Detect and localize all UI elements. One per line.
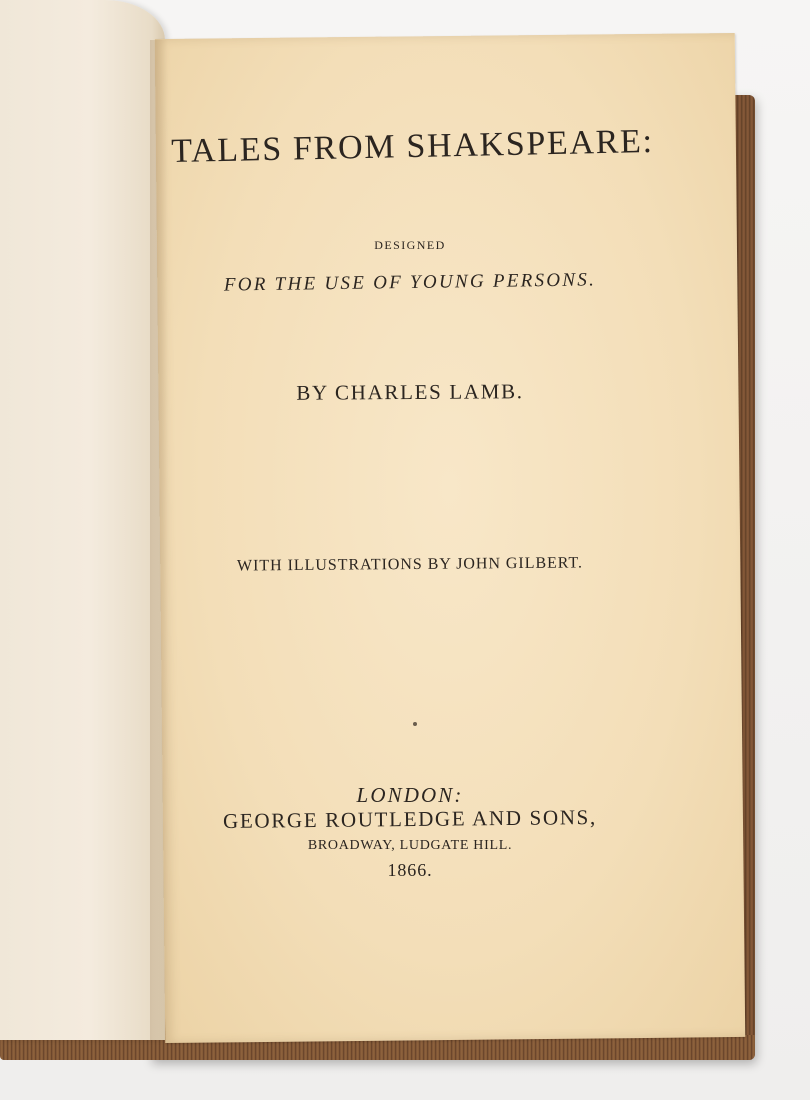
imprint-address: BROADWAY, LUDGATE HILL. [307, 838, 513, 853]
illustrations-line: WITH ILLUSTRATIONS BY JOHN GILBERT. [236, 554, 584, 575]
book-title: TALES FROM SHAKSPEARE: [170, 122, 655, 171]
imprint-publisher: GEORGE ROUTLEDGE AND SONS, [222, 805, 598, 833]
imprint-year: 1866. [387, 860, 433, 880]
imprint-city: LONDON: [356, 783, 464, 807]
ornament-dot [413, 722, 417, 726]
left-page [0, 0, 165, 1040]
page-gutter-shadow [150, 40, 168, 1040]
title-page [155, 33, 745, 1043]
designed-line: DESIGNED [374, 238, 446, 252]
author-line: BY CHARLES LAMB. [296, 379, 524, 405]
purpose-line: FOR THE USE OF YOUNG PERSONS. [223, 269, 597, 296]
